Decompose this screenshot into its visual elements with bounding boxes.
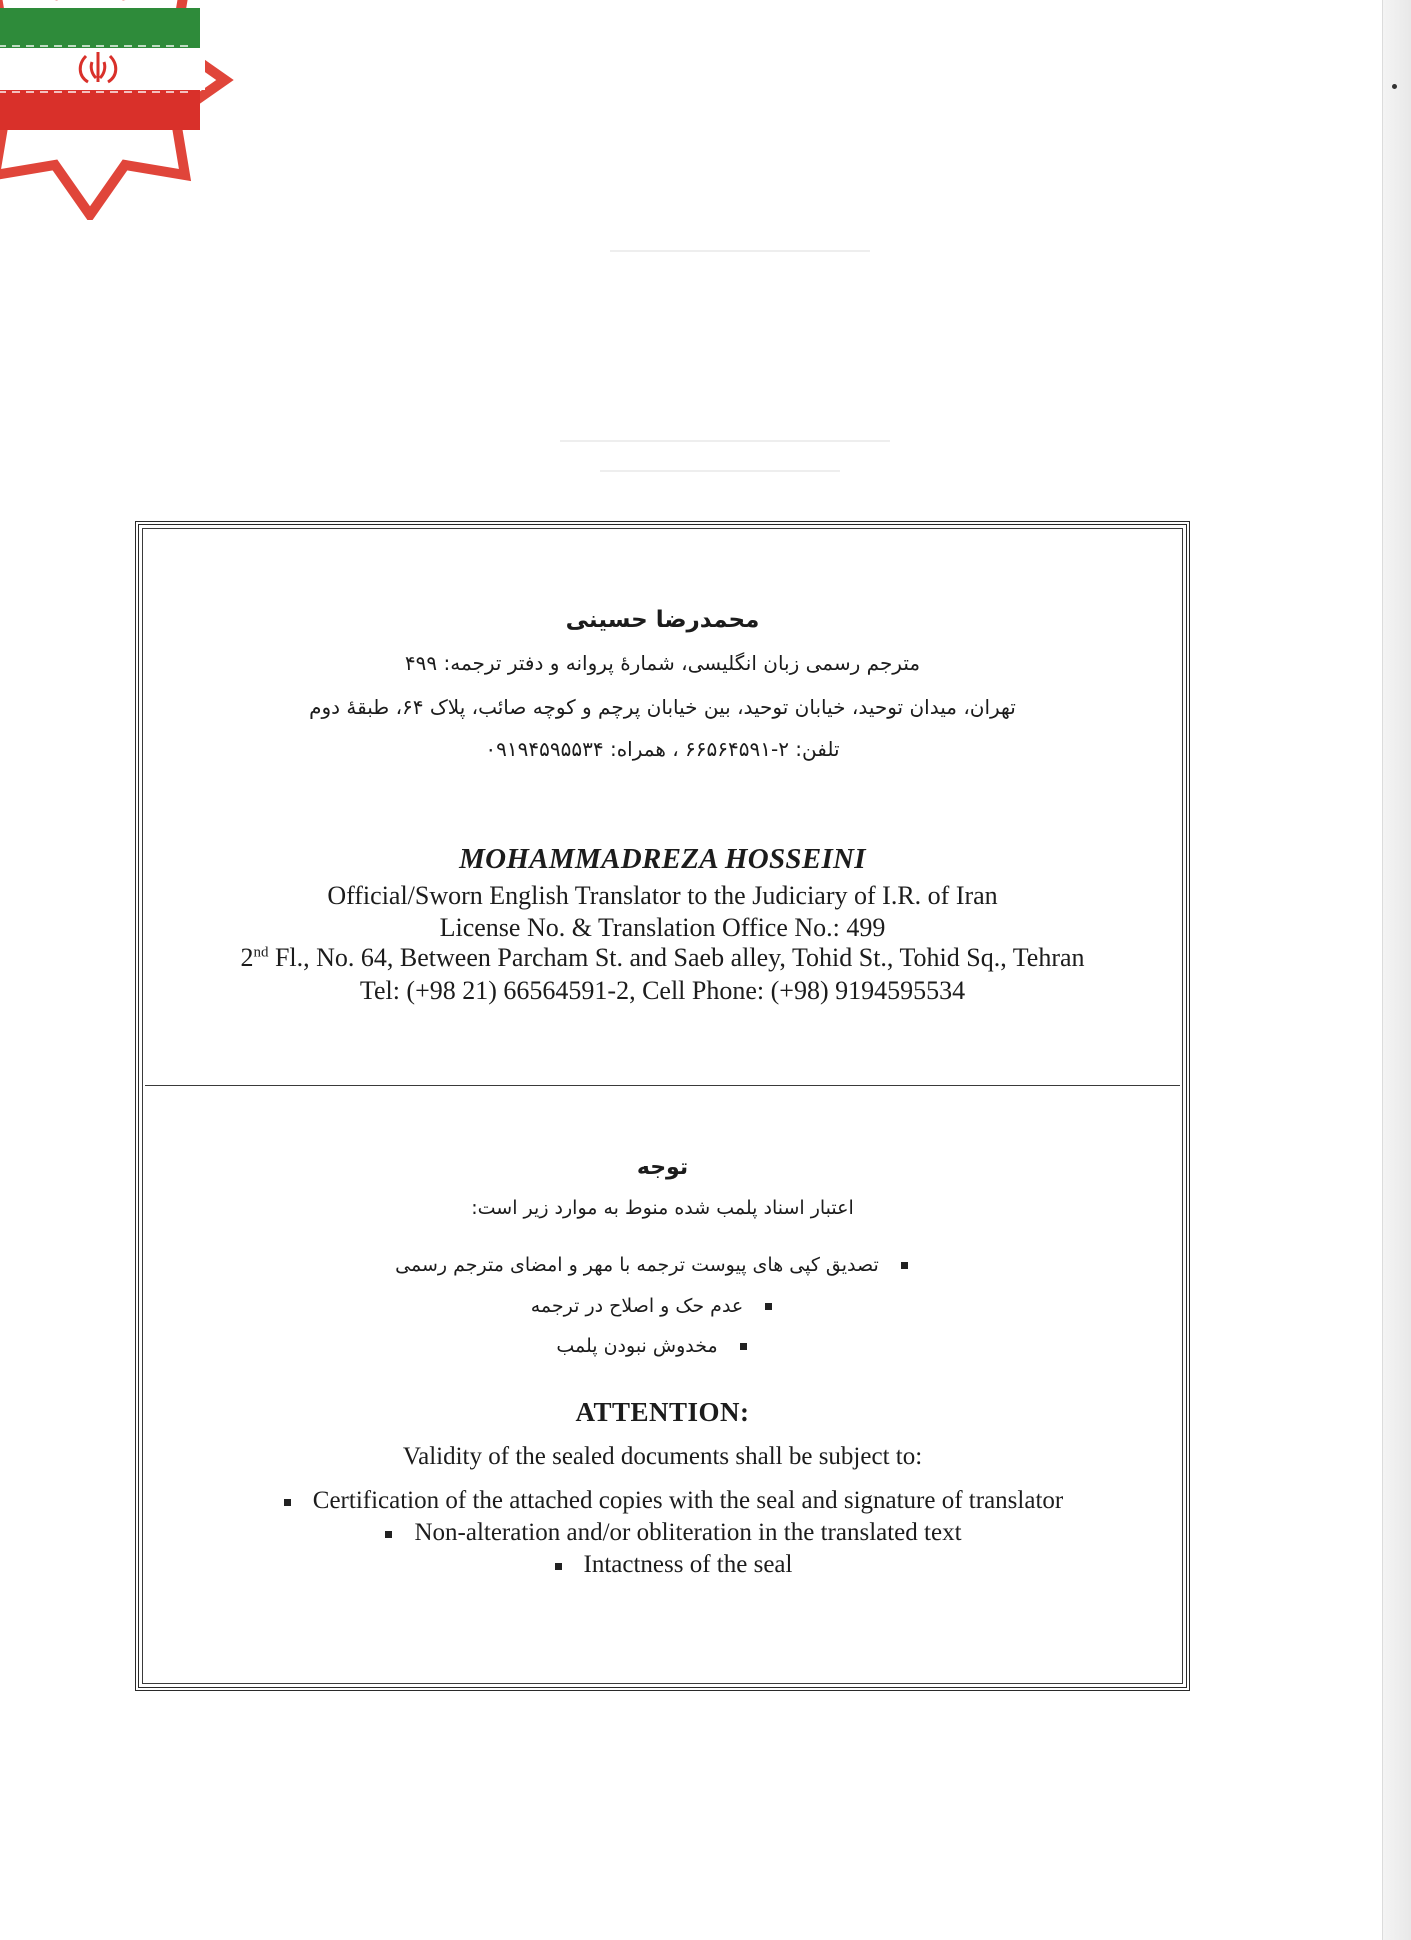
attention-intro-en: Validity of the sealed documents shall be subject to: [402,1443,923,1470]
bullet-icon [555,1563,562,1570]
bullet-text: Certification of the attached copies with the seal and signature of translator [312,1487,1064,1514]
address-rest: Fl., No. 64, Between Parcham St. and Saeb alley, Tohid St., Tohid Sq., Tehran [268,943,1085,972]
floor-suffix: nd [253,944,269,961]
attention-intro-fa: اعتبار اسناد پلمب شده منوط به موارد زیر است: [471,1197,854,1219]
translator-title-fa: مترجم رسمی زبان انگلیسی، شمارۀ پروانه و دفتر ترجمه: ۴۹۹ [404,651,921,675]
attention-bullet-fa [139,1295,1186,1317]
bullet-text: Non-alteration and/or obliteration in the translated text [414,1519,962,1546]
floor-number: 2 [240,943,254,972]
attention-bullet-en [139,1551,1186,1579]
bullet-icon [284,1499,291,1506]
bleed-mark [610,250,870,252]
attention-bullet-fa [139,1335,1186,1357]
translator-address-fa: تهران، میدان توحید، خیابان توحید، بین خیابان پرچم و کوچه صائب، پلاک ۶۴، طبقۀ دوم [309,695,1016,719]
bullet-icon [765,1303,772,1310]
bullet-icon [901,1262,908,1269]
attention-bullet-en [139,1519,1186,1547]
translator-title-en: Official/Sworn English Translator to the Judiciary of I.R. of Iran [327,881,998,910]
translator-address-en [139,943,1186,973]
bullet-icon [385,1531,392,1538]
bleed-mark [560,440,890,442]
iran-flag-emblem-icon [0,0,260,220]
certification-box [135,521,1190,1691]
bullet-text: مخدوش نبودن پلمب [556,1335,718,1357]
bullet-text: تصدیق کپی های پیوست ترجمه با مهر و امضای مترجم رسمی [395,1254,879,1276]
attention-title-en: ATTENTION: [575,1397,750,1427]
attention-bullet-en [139,1487,1186,1515]
bullet-icon [740,1343,747,1350]
bullet-text: عدم حک و اصلاح در ترجمه [530,1295,744,1317]
scan-dot [1392,84,1397,89]
license-number-en: License No. & Translation Office No.: 499 [439,913,886,942]
translator-phone-en: Tel: (+98 21) 66564591-2, Cell Phone: (+98) 9194595534 [359,976,966,1005]
translator-name-fa: محمدرضا حسینی [565,607,760,633]
section-divider [145,1085,1180,1086]
paper-edge [1382,0,1411,1940]
bleed-mark [600,470,840,472]
translator-phone-fa: تلفن: ۲-۶۶۵۶۴۵۹۱ ، همراه: ۰۹۱۹۴۵۹۵۵۳۴ [485,737,840,761]
attention-title-fa: توجه [636,1155,689,1180]
attention-bullet-fa [139,1254,1186,1276]
translator-name-en: MOHAMMADREZA HOSSEINI [459,843,866,875]
bullet-text: Intactness of the seal [583,1551,793,1578]
